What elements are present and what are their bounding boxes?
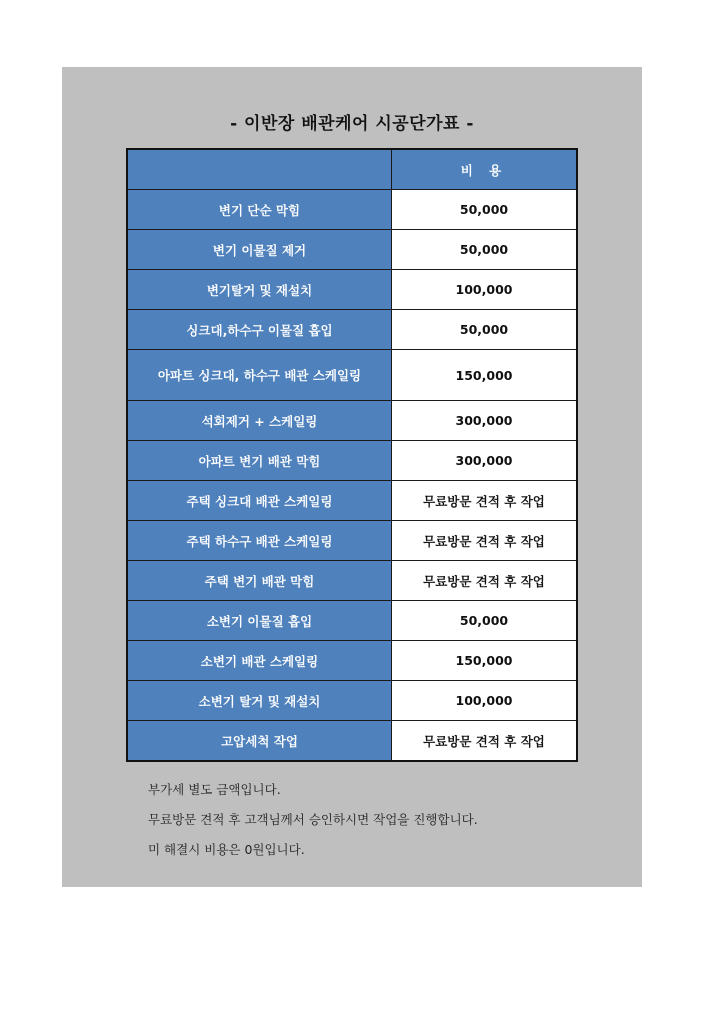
service-name: 석회제거 + 스케일링	[127, 401, 392, 441]
page-title: - 이반장 배관케어 시공단가표 -	[230, 114, 474, 134]
service-name: 소변기 이물질 흡입	[127, 601, 392, 641]
table-row	[127, 310, 577, 350]
service-name: 주택 싱크대 배관 스케일링	[127, 481, 392, 521]
service-cost: 50,000	[392, 310, 578, 350]
service-cost: 무료방문 견적 후 작업	[392, 561, 578, 601]
note-approval: 무료방문 견적 후 고객님께서 승인하시면 작업을 진행합니다.	[148, 812, 478, 827]
service-cost: 50,000	[392, 601, 578, 641]
table-row	[127, 521, 577, 561]
table-row	[127, 441, 577, 481]
header-cost: 비 용	[392, 149, 578, 190]
service-name: 고압세척 작업	[127, 721, 392, 762]
table-header-row	[127, 149, 577, 190]
table-row	[127, 481, 577, 521]
price-table	[126, 148, 578, 762]
service-cost: 300,000	[392, 441, 578, 481]
table-row	[127, 561, 577, 601]
table-row	[127, 401, 577, 441]
service-name: 소변기 탈거 및 재설치	[127, 681, 392, 721]
service-name: 주택 하수구 배관 스케일링	[127, 521, 392, 561]
service-name: 싱크대,하수구 이물질 흡입	[127, 310, 392, 350]
service-name: 소변기 배관 스케일링	[127, 641, 392, 681]
service-cost: 300,000	[392, 401, 578, 441]
table-row	[127, 721, 577, 762]
service-name: 주택 변기 배관 막힘	[127, 561, 392, 601]
service-name: 변기 단순 막힘	[127, 190, 392, 230]
table-row	[127, 270, 577, 310]
service-cost: 150,000	[392, 641, 578, 681]
service-name: 변기 이물질 제거	[127, 230, 392, 270]
header-service	[127, 149, 392, 190]
table-row	[127, 230, 577, 270]
service-cost: 무료방문 견적 후 작업	[392, 481, 578, 521]
service-cost: 무료방문 견적 후 작업	[392, 521, 578, 561]
service-cost: 무료방문 견적 후 작업	[392, 721, 578, 762]
table-row	[127, 350, 577, 401]
service-name: 아파트 변기 배관 막힘	[127, 441, 392, 481]
table-row	[127, 601, 577, 641]
service-cost: 100,000	[392, 270, 578, 310]
notes	[148, 775, 478, 865]
note-vat: 부가세 별도 금액입니다.	[148, 782, 281, 797]
table-row	[127, 681, 577, 721]
service-cost: 150,000	[392, 350, 578, 401]
price-sheet-panel	[62, 67, 642, 887]
table-row	[127, 190, 577, 230]
service-name: 변기탈거 및 재설치	[127, 270, 392, 310]
service-cost: 50,000	[392, 190, 578, 230]
note-guarantee: 미 해결시 비용은 0원입니다.	[148, 842, 305, 857]
service-name: 아파트 싱크대, 하수구 배관 스케일링	[127, 350, 392, 401]
service-cost: 100,000	[392, 681, 578, 721]
service-cost: 50,000	[392, 230, 578, 270]
table-row	[127, 641, 577, 681]
